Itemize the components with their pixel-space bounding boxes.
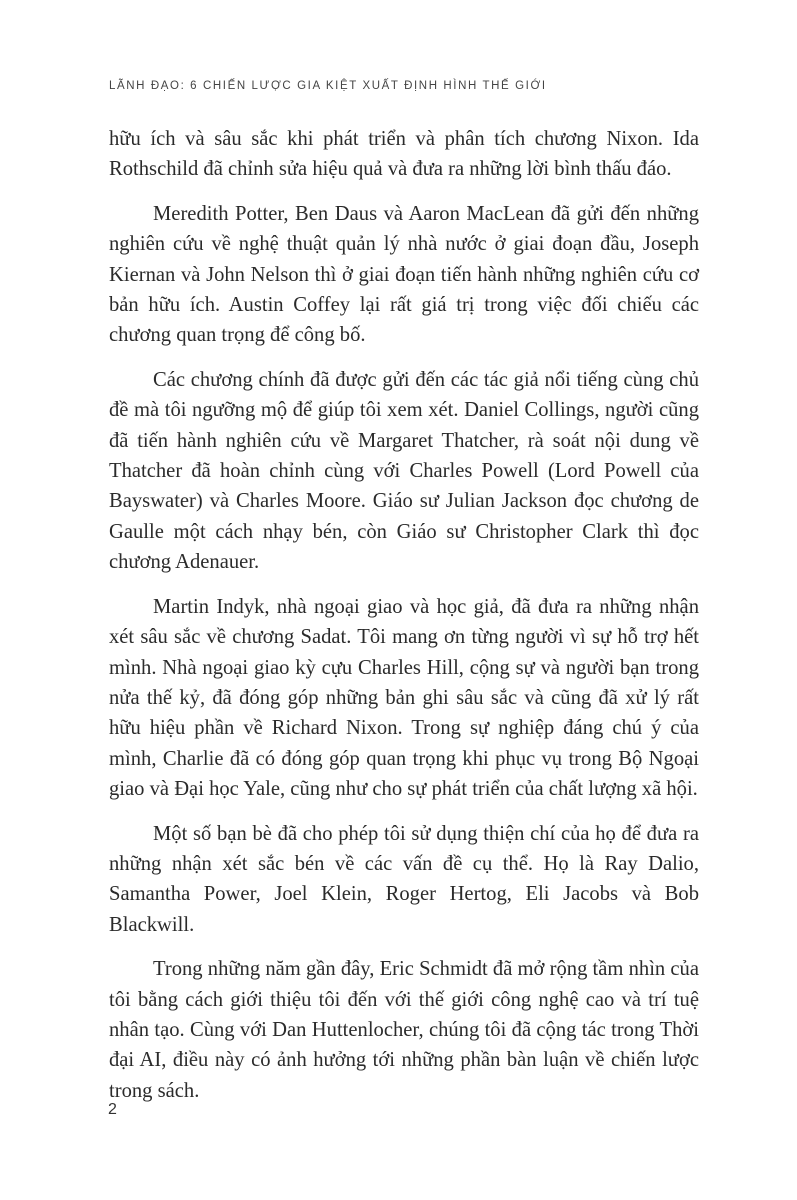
page-number: 2 [108, 1101, 117, 1118]
body-text [109, 124, 699, 1120]
paragraph: Một số bạn bè đã cho phép tôi sử dụng thiện chí của họ để đưa ra những nhận xét sắc bén về các vấn đề cụ thể. Họ là Ray Dalio, Samantha Power, Joel Klein, Roger Hertog, Eli Jacobs và Bob Blackwill. [109, 822, 699, 936]
paragraph: Martin Indyk, nhà ngoại giao và học giả, đã đưa ra những nhận xét sâu sắc về chương Sadat. Tôi mang ơn từng người vì sự hỗ trợ hết mình. Nhà ngoại giao kỳ cựu Charles Hill, cộng sự và người bạn trong nửa thế kỷ, đã đóng góp những bản ghi sâu sắc và cũng đã xử lý rất hữu hiệu phần về Richard Nixon. Trong sự nghiệp đáng chú ý của mình, Charlie đã có đóng góp quan trọng khi phục vụ trong Bộ Ngoại giao và Đại học Yale, cũng như cho sự phát triển của chất lượng xã hội. [109, 595, 699, 801]
paragraph: Trong những năm gần đây, Eric Schmidt đã mở rộng tầm nhìn của tôi bằng cách giới thiệu tôi đến với thế giới công nghệ cao và trí tuệ nhân tạo. Cùng với Dan Huttenlocher, chúng tôi đã cộng tác trong Thời đại AI, điều này có ảnh hưởng tới những phần bàn luận về chiến lược trong sách. [109, 958, 699, 1102]
paragraph: Các chương chính đã được gửi đến các tác giả nổi tiếng cùng chủ đề mà tôi ngưỡng mộ để giúp tôi xem xét. Daniel Collings, người cũng đã tiến hành nghiên cứu về Margaret Thatcher, rà soát nội dung về Thatcher đã hoàn chỉnh cùng với Charles Powell (Lord Powell của Bayswater) và Charles Moore. Giáo sư Julian Jackson đọc chương de Gaulle một cách nhạy bén, còn Giáo sư Christopher Clark thì đọc chương Adenauer. [109, 368, 699, 574]
paragraph: Meredith Potter, Ben Daus và Aaron MacLean đã gửi đến những nghiên cứu về nghệ thuật quản lý nhà nước ở giai đoạn đầu, Joseph Kiernan và John Nelson thì ở giai đoạn tiến hành những nghiên cứu cơ bản hữu ích. Austin Coffey lại rất giá trị trong việc đối chiếu các chương quan trọng để công bố. [109, 202, 699, 347]
running-header: LÃNH ĐẠO: 6 CHIẾN LƯỢC GIA KIỆT XUẤT ĐỊNH HÌNH THẾ GIỚI [109, 80, 547, 92]
paragraph-continuation: hữu ích và sâu sắc khi phát triển và phân tích chương Nixon. Ida Rothschild đã chỉnh sửa hiệu quả và đưa ra những lời bình thấu đáo. [109, 128, 699, 181]
